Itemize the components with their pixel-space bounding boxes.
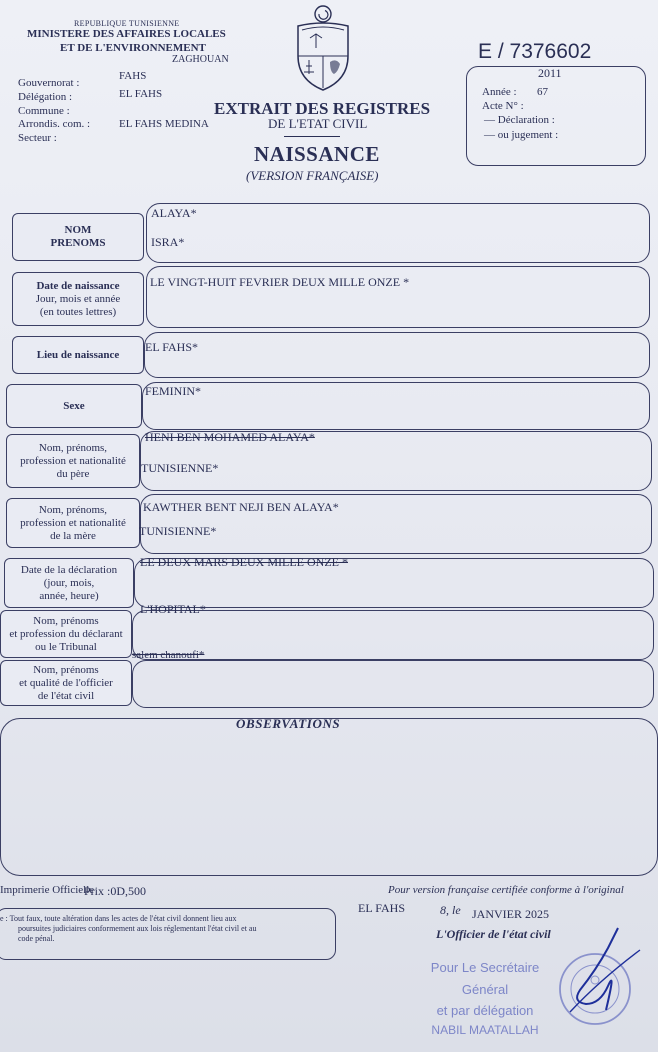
dob-label-detail1: Jour, mois et année [35,292,121,305]
declarant-label-box [0,610,132,658]
declarant-value-box [132,610,654,660]
nom-value: ALAYA* [151,206,197,220]
ministry-line1: MINISTERE DES AFFAIRES LOCALES [27,28,226,40]
mere-label-2: profession et nationalité [20,516,126,529]
legal-notice-line2: poursuites judiciaires conformement aux lois réglementant l'état civil et au [18,924,257,933]
prenoms-value: ISRA* [151,235,185,249]
imprimerie-label: Imprimerie Officielle [0,884,95,896]
acte-number-label: Acte N° : [482,100,524,112]
pere-nationality-value: TUNISIENNE* [141,461,219,475]
legal-notice-line1: e : Tout faux, toute altération dans les actes de l'état civil donnent lieu aux [0,914,237,923]
declaration-label: — Déclaration : [484,114,555,126]
version-label: (VERSION FRANÇAISE) [246,168,379,183]
title-line2: DE L'ETAT CIVIL [268,116,368,131]
jugement-label: — ou jugement : [484,129,559,141]
mere-nationality-value: TUNISIENNE* [139,524,217,538]
signature-icon [550,920,650,1030]
declarant-label-2: et profession du déclarant [9,627,123,640]
stamp-line2: Général [461,982,509,997]
officier-value-box [132,660,654,708]
mere-label-3: de la mère [50,529,96,542]
ministry-line2: ET DE L'ENVIRONNEMENT [60,42,206,54]
observations-heading: OBSERVATIONS [236,716,341,731]
stamp-line3: et par délégation [436,1003,534,1018]
document-type: NAISSANCE [254,142,380,166]
declaration-date-label-box [4,558,134,608]
serial-number: E / 7376602 [478,40,592,63]
title-line1: EXTRAIT DES REGISTRES [214,99,431,118]
sexe-label: Sexe [63,399,85,412]
signing-month-year: JANVIER 2025 [472,907,549,921]
observations-box [0,718,658,876]
pere-name-value: HENI BEN MOHAMED ALAYA* [145,430,315,444]
signing-day: 8, le [440,903,461,917]
arrondis-label: Arrondis. com. : [18,118,91,130]
lieu-value: EL FAHS* [145,340,199,354]
delegation-label: Délégation : [18,91,73,103]
sexe-value: FEMININ* [145,384,201,398]
republic-label: REPUBLIQUE TUNISIENNE [74,19,180,28]
declarant-value: L'HOPITAL* [140,602,206,616]
lieu-label-box [12,336,144,374]
dob-value: LE VINGT-HUIT FEVRIER DEUX MILLE ONZE * [150,275,410,289]
annee-label: Année : [482,86,517,98]
signing-place: EL FAHS [358,901,406,915]
pere-label-box [6,434,140,488]
city-label: ZAGHOUAN [172,54,229,65]
sexe-label-box [6,384,142,428]
decl-label-1: Date de la déclaration [20,563,118,576]
title-divider [284,136,340,137]
dob-label-detail2: (en toutes lettres) [39,305,117,318]
dob-label: Date de naissance [36,279,120,292]
officier-label-1: Nom, prénoms [33,663,99,676]
lieu-value-box [144,332,650,378]
declarant-label-3: ou le Tribunal [35,640,97,653]
nom-prenoms-label-box [12,213,144,261]
officier-value: salem chanoufi* [132,649,205,661]
nom-prenoms-value-box [146,203,650,263]
mere-label-box [6,498,140,548]
coat-of-arms-icon [292,2,354,94]
lieu-label: Lieu de naissance [36,348,120,361]
decl-label-3: année, heure) [39,589,99,602]
commune-label: Commune : [18,105,70,117]
secteur-label: Secteur : [18,132,57,144]
gouvernorat-value: FAHS [119,70,147,82]
prenoms-label: PRENOMS [50,237,106,249]
price-label: Prix :0D,500 [84,884,147,898]
officier-label-3: de l'état civil [37,689,95,702]
decl-label-2: (jour, mois, [43,576,95,589]
nom-label: NOM [64,224,92,236]
declarant-label-1: Nom, prénoms [33,614,99,627]
legal-notice-line3: code pénal. [18,934,55,943]
mere-label-1: Nom, prénoms, [38,503,108,516]
dob-label-box [12,272,144,326]
annee-value: 67 [537,86,548,98]
gouvernorat-label: Gouvernorat : [18,77,80,89]
officier-label-2: et qualité de l'officier [19,676,113,689]
declaration-date-value: LE DEUX MARS DEUX MILLE ONZE * [140,555,348,569]
pere-label-2: profession et nationalité [20,454,126,467]
stamp-line4: NABIL MAATALLAH [431,1023,539,1037]
acte-year: 2011 [538,66,562,80]
pere-label-3: du père [56,467,90,480]
officier-label-box [0,660,132,706]
sexe-value-box [142,382,650,430]
stamp-line1: Pour Le Secrétaire [430,960,540,975]
pere-label-1: Nom, prénoms, [38,441,108,454]
certified-note: Pour version française certifiée conforme à l'original [388,884,624,896]
arrondis-value: EL FAHS MEDINA [119,118,209,130]
officer-title: L'Officier de l'état civil [436,927,551,941]
mere-name-value: KAWTHER BENT NEJI BEN ALAYA* [143,500,339,514]
delegation-value: EL FAHS [119,88,163,100]
